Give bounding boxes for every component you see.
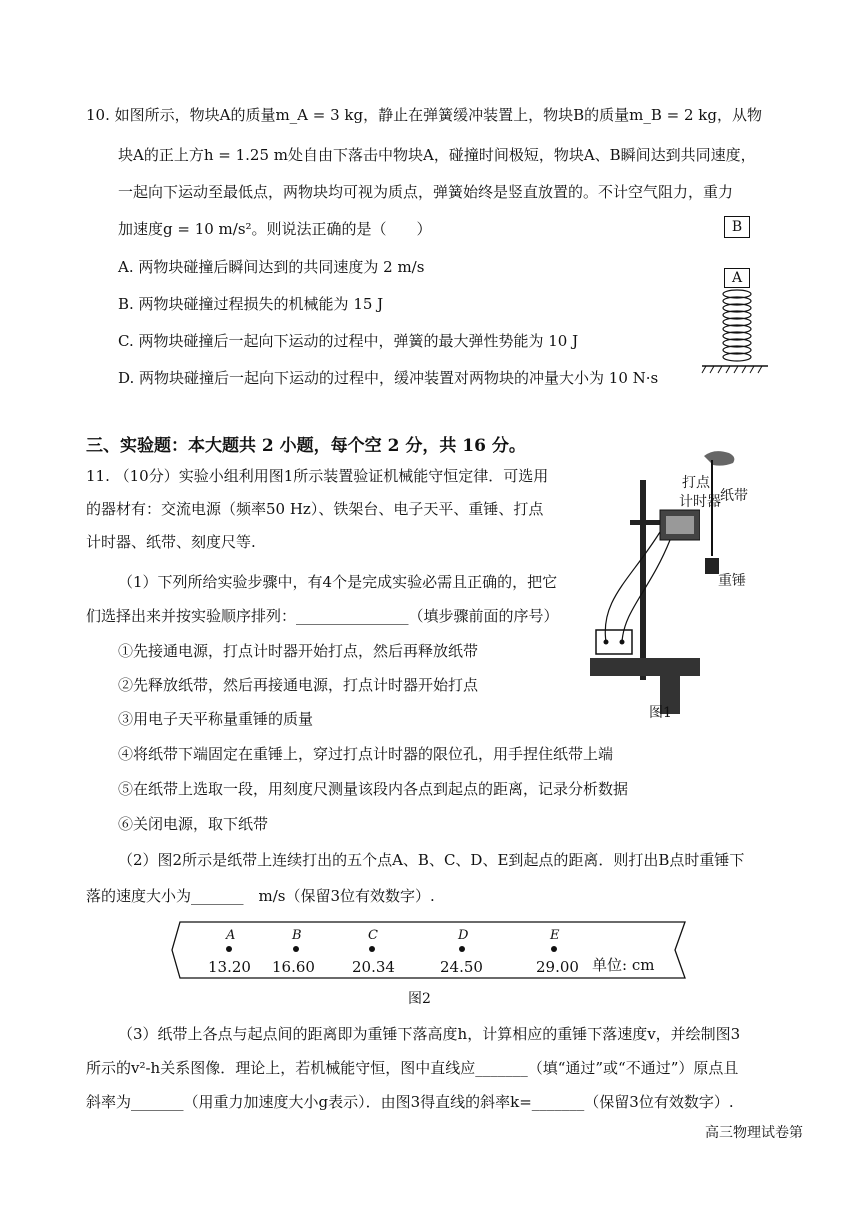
q10-line-1: 10. 如图所示，物块A的质量m_A = 3 kg，静止在弹簧缓冲装置上，物块B的质量m_B = 2 kg，从物	[86, 106, 762, 124]
fig2-point-d-value: 24.50	[440, 958, 483, 976]
q10-option-d: D. 两物块碰撞后一起向下运动的过程中，缓冲装置对两物块的冲量大小为 10 N·s	[118, 369, 659, 387]
fig2-point-b-value: 16.60	[272, 958, 315, 976]
fig2-point-a-value: 13.20	[208, 958, 251, 976]
fig2-point-d-name: D	[458, 928, 469, 943]
q10-option-c: C. 两物块碰撞后一起向下运动的过程中，弹簧的最大弹性势能为 10 J	[118, 332, 579, 350]
step-4: ④将纸带下端固定在重锤上，穿过打点计时器的限位孔，用手捏住纸带上端	[118, 745, 614, 763]
block-b	[724, 216, 750, 238]
step-3: ③用电子天平称量重锤的质量	[118, 710, 314, 728]
spring-diagram	[700, 286, 770, 376]
q10-line-2: 块A的正上方h = 1.25 m处自由下落击中物块A，碰撞时间极短，物块A、B瞬间达到共同速度，	[118, 146, 756, 164]
fig1-label-weight: 重锤	[718, 573, 746, 589]
fig2-point-e-value: 29.00	[536, 958, 579, 976]
fig2-caption: 图2	[408, 991, 431, 1007]
fig2-unit: 单位: cm	[592, 956, 655, 974]
fig1-label-tape: 纸带	[720, 488, 748, 504]
q11-part3-1: （3）纸带上各点与起点间的距离即为重锤下落高度h，计算相应的重锤下落速度v，并绘制图3	[118, 1025, 741, 1043]
step-6: ⑥关闭电源，取下纸带	[118, 815, 269, 833]
q11-intro-3: 计时器、纸带、刻度尺等.	[86, 533, 256, 551]
footer-text: 高三物理试卷第	[705, 1125, 803, 1141]
fig2-point-a-name: A	[226, 928, 236, 943]
q11-part3-3: 斜率为_______（用重力加速度大小g表示）．由图3得直线的斜率k=_______（保留3位有效数字）.	[86, 1093, 734, 1111]
step-2: ②先释放纸带，然后再接通电源，打点计时器开始打点	[118, 676, 479, 694]
q11-intro-1: 11. （10分）实验小组利用图1所示装置验证机械能守恒定律．可选用	[86, 467, 549, 485]
step-5: ⑤在纸带上选取一段，用刻度尺测量该段内各点到起点的距离，记录分析数据	[118, 780, 629, 798]
block-a	[724, 268, 750, 288]
q10-line-4: 加速度g = 10 m/s²。则说法正确的是（ ）	[118, 220, 432, 238]
q10-option-a: A. 两物块碰撞后瞬间达到的共同速度为 2 m/s	[118, 258, 425, 276]
fig2-point-c-value: 20.34	[352, 958, 395, 976]
q11-part1-1: （1）下列所给实验步骤中，有4个是完成实验必需且正确的，把它	[118, 573, 558, 591]
q11-part1-2: 们选择出来并按实验顺序排列：_______________（填步骤前面的序号）	[86, 607, 559, 625]
q10-line-3: 一起向下运动至最低点，两物块均可视为质点，弹簧始终是竖直放置的。不计空气阻力，重力	[118, 183, 734, 201]
fig1-label-timer-1: 打点	[682, 475, 710, 491]
q11-part2-1: （2）图2所示是纸带上连续打出的五个点A、B、C、D、E到起点的距离．则打出B点时重锤下	[118, 851, 745, 869]
fig1-caption: 图1	[649, 705, 672, 721]
section-title: 三、实验题：本大题共 2 小题，每个空 2 分，共 16 分。	[86, 436, 526, 456]
q10-option-b: B. 两物块碰撞过程损失的机械能为 15 J	[118, 295, 384, 313]
fig2-point-c-name: C	[368, 928, 378, 943]
block-a-label: A	[731, 270, 743, 286]
q11-part3-2: 所示的v²-h关系图像．理论上，若机械能守恒，图中直线应_______（填“通过”或“不通过”）原点且	[86, 1059, 739, 1077]
q11-part2-2: 落的速度大小为_______ m/s（保留3位有效数字）.	[86, 887, 435, 905]
block-b-label: B	[731, 219, 743, 235]
fig2-point-e-name: E	[550, 928, 560, 943]
step-1: ①先接通电源，打点计时器开始打点，然后再释放纸带	[118, 642, 479, 660]
q11-intro-2: 的器材有：交流电源（频率50 Hz）、铁架台、电子天平、重锤、打点	[86, 500, 544, 518]
fig2-point-b-name: B	[292, 928, 302, 943]
fig1-label-timer-2: 计时器	[679, 494, 721, 510]
